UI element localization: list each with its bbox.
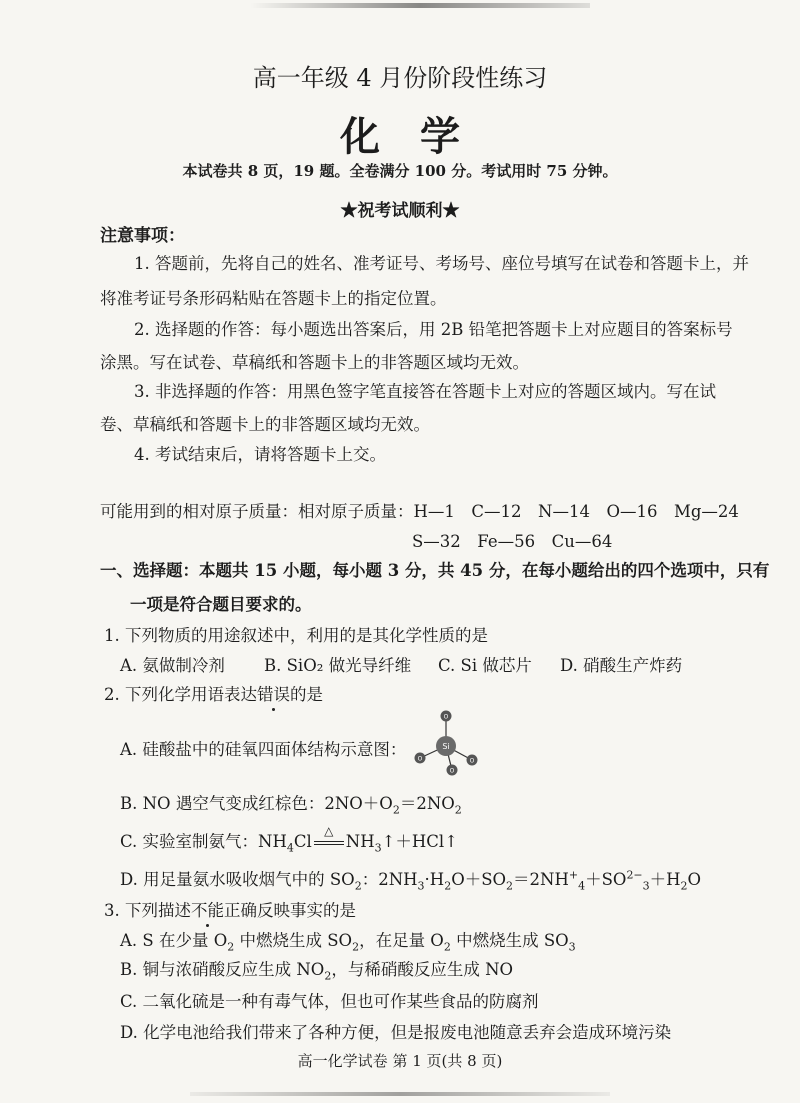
notice-line: 将准考证号条形码粘贴在答题卡上的指定位置。 bbox=[100, 289, 447, 308]
subscript: 2 bbox=[444, 879, 452, 893]
subscript: 2 bbox=[454, 803, 462, 817]
subscript: 2 bbox=[392, 803, 400, 817]
formula-text: ·H bbox=[424, 870, 445, 889]
option-b: B. SiO₂ 做光导纤维 bbox=[264, 656, 412, 675]
subscript: 3 bbox=[642, 879, 650, 893]
formula-text: NH bbox=[345, 832, 375, 851]
oxygen-label: O bbox=[417, 755, 423, 763]
oxygen-label: O bbox=[469, 757, 475, 765]
section-heading: 一、选择题：本题共 15 小题，每小题 3 分，共 45 分，在每小题给出的四个选项中，只有 bbox=[100, 561, 770, 580]
superscript: + bbox=[568, 868, 579, 882]
formula-text: O bbox=[687, 870, 702, 889]
stem-text: 正确反映事实的是 bbox=[224, 901, 356, 920]
subscript: 4 bbox=[578, 879, 586, 893]
delta-symbol: △ bbox=[324, 824, 334, 838]
question-stem bbox=[104, 897, 356, 921]
atomic-mass-line: 可能用到的相对原子质量：相对原子质量：H—1 C—12 N—14 O—16 Mg—24 bbox=[100, 502, 739, 521]
exam-title: 高一年级 4 月份阶段性练习 bbox=[252, 64, 548, 92]
subscript: 2 bbox=[680, 879, 688, 893]
notice-line: 4. 考试结束后，请将答题卡上交。 bbox=[134, 445, 386, 464]
formula-text: ，在足量 O bbox=[359, 931, 444, 950]
subscript: 2 bbox=[506, 879, 514, 893]
notice-line: 2. 选择题的作答：每小题选出答案后，用 2B 铅笔把答题卡上对应题目的答案标号 bbox=[134, 320, 733, 339]
option-d: D. 硝酸生产炸药 bbox=[560, 656, 683, 675]
formula-text: ＋H bbox=[649, 870, 681, 889]
subscript: 2 bbox=[352, 940, 360, 954]
option-c: C. 二氧化硫是一种有毒气体，但也可作某些食品的防腐剂 bbox=[120, 992, 539, 1011]
option-b bbox=[120, 956, 513, 982]
formula-text: ↑＋HCl↑ bbox=[381, 832, 459, 851]
formula-text: B. 铜与浓硝酸反应生成 NO bbox=[120, 960, 325, 979]
notice-line: 涂黑。写在试卷、草稿纸和答题卡上的非答题区域均无效。 bbox=[100, 353, 529, 372]
scan-edge-top bbox=[250, 3, 590, 8]
scan-edge-bottom bbox=[190, 1092, 610, 1096]
subject-title: 化学 bbox=[340, 113, 500, 160]
formula-text: D. 用足量氨水吸收烟气中的 SO bbox=[120, 870, 355, 889]
option-a bbox=[120, 927, 576, 953]
silicon-oxygen-tetrahedron-diagram bbox=[408, 706, 484, 782]
subscript: 2 bbox=[227, 940, 235, 954]
option-b bbox=[120, 790, 462, 816]
subscript: 2 bbox=[324, 969, 332, 983]
question-stem bbox=[104, 681, 323, 705]
good-luck-banner: ★祝考试顺利★ bbox=[340, 201, 460, 221]
formula-text: C. 实验室制氨气：NH bbox=[120, 832, 287, 851]
section-heading: 一项是符合题目要求的。 bbox=[130, 595, 312, 614]
page-footer: 高一化学试卷 第 1 页(共 8 页) bbox=[297, 1052, 503, 1070]
stem-text: 3. 下列描述 bbox=[104, 901, 191, 920]
notice-line: 卷、草稿纸和答题卡上的非答题区域均无效。 bbox=[100, 415, 430, 434]
option-c bbox=[120, 824, 459, 855]
notice-line: 1. 答题前，先将自己的姓名、准考证号、考场号、座位号填写在试卷和答题卡上，并 bbox=[134, 254, 749, 273]
formula-text: 中燃烧生成 SO bbox=[234, 931, 353, 950]
formula-text: ，与稀硝酸反应生成 NO bbox=[331, 960, 514, 979]
option-d bbox=[120, 866, 701, 892]
superscript: 2− bbox=[626, 868, 643, 882]
formula-text: ＝2NO bbox=[399, 794, 455, 813]
option-a: A. 氨做制冷剂 bbox=[120, 656, 225, 675]
stem-text: 的是 bbox=[290, 685, 323, 704]
oxygen-label: O bbox=[443, 713, 449, 721]
subscript: 3 bbox=[374, 841, 382, 855]
question-stem: 1. 下列物质的用途叙述中，利用的是其化学性质的是 bbox=[104, 626, 488, 645]
option-d: D. 化学电池给我们带来了各种方便，但是报废电池随意丢弃会造成环境污染 bbox=[120, 1023, 672, 1042]
subscript: 2 bbox=[443, 940, 451, 954]
heating-condition-arrow bbox=[312, 824, 346, 850]
oxygen-label: O bbox=[449, 767, 455, 775]
reaction-equals-sign bbox=[314, 841, 344, 845]
subscript: 3 bbox=[417, 879, 425, 893]
exam-info: 本试卷共 8 页，19 题。全卷满分 100 分。考试用时 75 分钟。 bbox=[182, 162, 618, 180]
formula-text: ＝2NH bbox=[513, 870, 569, 889]
subscript: 3 bbox=[568, 940, 576, 954]
emphasis-text: 错误 bbox=[257, 685, 290, 704]
atomic-mass-line: S—32 Fe—56 Cu—64 bbox=[412, 532, 613, 551]
formula-text: A. S 在少量 O bbox=[120, 931, 228, 950]
emphasis-text: 不能 bbox=[191, 901, 224, 920]
subscript: 4 bbox=[286, 841, 294, 855]
subscript: 2 bbox=[354, 879, 362, 893]
formula-text: ＋SO bbox=[585, 870, 627, 889]
formula-text: 中燃烧生成 SO bbox=[450, 931, 569, 950]
formula-text: B. NO 遇空气变成红棕色：2NO＋O bbox=[120, 794, 393, 813]
formula-text: Cl bbox=[293, 832, 312, 851]
stem-text: 2. 下列化学用语表达 bbox=[104, 685, 257, 704]
formula-text: ：2NH bbox=[361, 870, 418, 889]
silicon-label: Si bbox=[442, 742, 450, 751]
notice-line: 3. 非选择题的作答：用黑色签字笔直接答在答题卡上对应的答题区域内。写在试 bbox=[134, 382, 716, 401]
option-a: A. 硅酸盐中的硅氧四面体结构示意图： bbox=[120, 740, 407, 759]
notice-heading: 注意事项： bbox=[100, 226, 185, 246]
option-c: C. Si 做芯片 bbox=[438, 656, 532, 675]
formula-text: O＋SO bbox=[451, 870, 507, 889]
